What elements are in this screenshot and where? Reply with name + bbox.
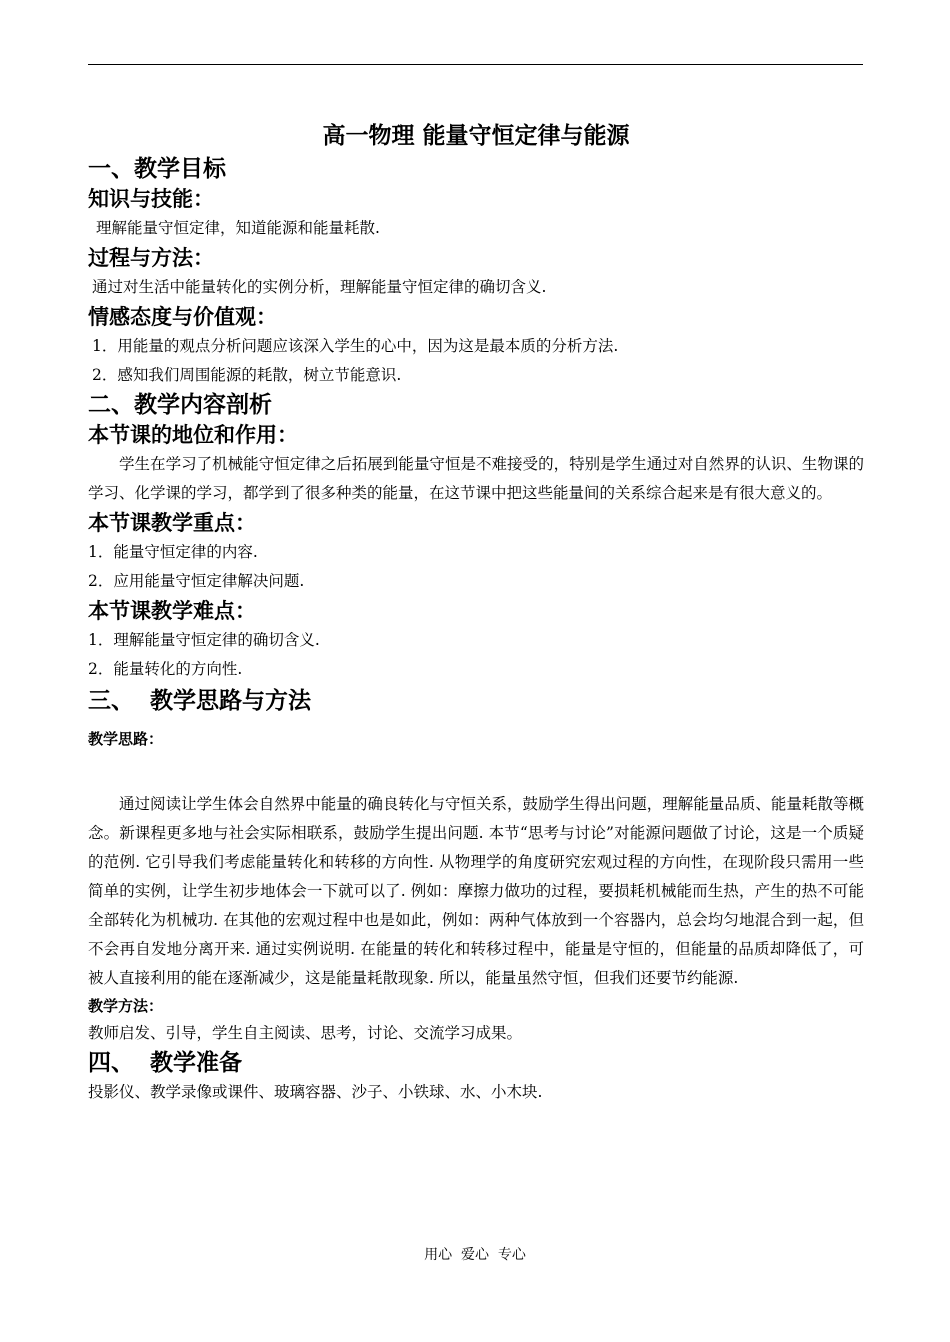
section-heading-analysis: 二、教学内容剖析 (88, 392, 272, 418)
header-rule (88, 64, 863, 65)
page-footer: 用心 爱心 专心 (424, 1247, 526, 1263)
section-heading-method: 三、 教学思路与方法 (88, 688, 312, 714)
key-point-item: 2．应用能量守恒定律解决问题. (88, 572, 305, 590)
subheading-difficulties: 本节课教学难点： (88, 599, 256, 623)
prep-text: 投影仪、教学录像或课件、玻璃容器、沙子、小铁球、水、小木块. (88, 1083, 543, 1101)
role-paragraph: 学生在学习了机械能守恒定律之后拓展到能量守恒是不难接受的，特别是学生通过对自然界的认识、生物课的学习、化学课的学习，都学到了很多种类的能量，在这节课中把这些能量间的关系综合起来是有很大意义的。 (88, 455, 864, 502)
subheading-process: 过程与方法： (88, 246, 214, 270)
difficulty-item: 1．理解能量守恒定律的确切含义. (88, 631, 320, 649)
subheading-knowledge: 知识与技能： (88, 187, 214, 211)
teaching-method-text: 教师启发、引导，学生自主阅读、思考，讨论、交流学习成果。 (88, 1024, 523, 1042)
process-text: 通过对生活中能量转化的实例分析，理解能量守恒定律的确切含义. (92, 278, 547, 296)
section-heading-prep: 四、 教学准备 (88, 1050, 243, 1076)
difficulty-item: 2．能量转化的方向性. (88, 660, 243, 678)
subheading-teaching-method: 教学方法： (88, 997, 164, 1015)
emotion-item: 1．用能量的观点分析问题应该深入学生的心中，因为这是最本质的分析方法. (92, 337, 619, 355)
knowledge-text: 理解能量守恒定律，知道能源和能量耗散. (96, 219, 380, 237)
document-body (88, 118, 864, 1107)
subheading-teaching-idea: 教学思路： (88, 730, 164, 748)
emotion-item: 2．感知我们周围能源的耗散，树立节能意识. (92, 366, 402, 384)
subheading-emotion: 情感态度与价值观： (88, 305, 277, 329)
teaching-idea-paragraph: 通过阅读让学生体会自然界中能量的确良转化与守恒关系，鼓励学生得出问题，理解能量品质、能量耗散等概念。新课程更多地与社会实际相联系，鼓励学生提出问题. 本节“思考与讨论”对能源问题做了讨论，这是一个质疑的范例. 它引导我们考虑能量转化和转移的方向性. 从物理学的角度研究宏观过程的方向性，在现阶段只需用一些简单的实例，让学生初步地体会一下就可以了. 例如：摩擦力做功的过程，要损耗机械能而生热，产生的热不可能全部转化为机械功. 在其他的宏观过程中也是如此，例如：两种气体放到一个容器内，总会均匀地混合到一起，但不会再自发地分离开来. 通过实例说明. 在能量的转化和转移过程中，能量是守恒的，但能量的品质却降低了，可被人直接利用的能在逐渐减少，这是能量耗散现象. 所以，能量虽然守恒，但我们还要节约能源. (88, 795, 864, 987)
subheading-key-points: 本节课教学重点： (88, 511, 256, 535)
key-point-item: 1．能量守恒定律的内容. (88, 543, 258, 561)
subheading-role: 本节课的地位和作用： (88, 423, 298, 447)
document-title: 高一物理 能量守恒定律与能源 (322, 123, 630, 149)
section-heading-goals: 一、教学目标 (88, 156, 226, 182)
